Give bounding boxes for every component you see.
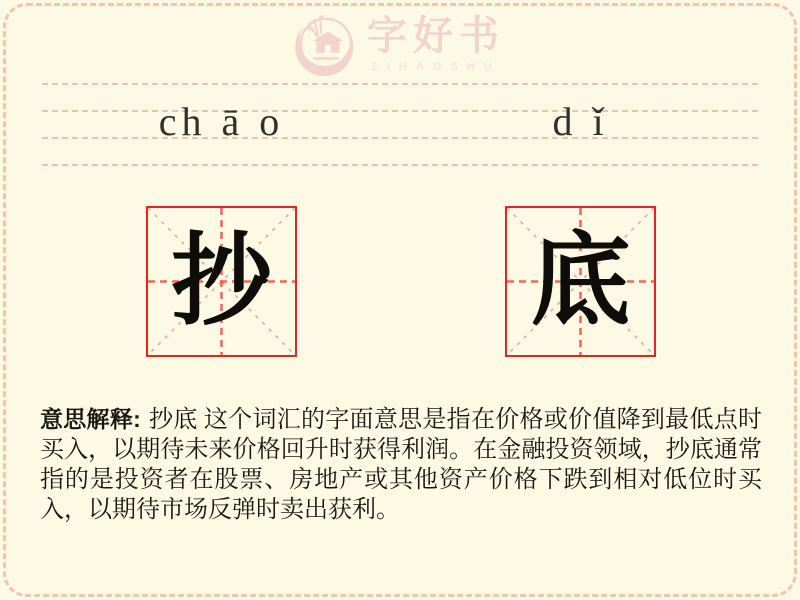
- brand-romanized: ZIHAOSHU: [371, 61, 501, 73]
- brand-text-block: [367, 14, 505, 74]
- definition-paragraph: [40, 404, 762, 525]
- definition-body: 抄底 这个词汇的字面意思是指在价格或价值降到最低点时买入，以期待未来价格回升时获得利润。在金融投资领域，抄底通常指的是投资者在股票、房地产或其他资产价格下跌到相对低位时买入，以期待市场反弹时卖出获利。: [40, 407, 762, 523]
- pinyin-syllable-di: d ǐ: [552, 99, 609, 144]
- pinyin-syllable-chao: ch ā o: [158, 99, 285, 144]
- brand-name: 字好书: [367, 13, 505, 58]
- pinyin-guideline: [42, 164, 758, 166]
- definition-label: 意思解释:: [40, 406, 141, 432]
- character-glyph-chao: 抄: [171, 225, 272, 337]
- character-box-1: [146, 206, 297, 357]
- pinyin-guideline: [42, 83, 758, 85]
- brand-header: [0, 12, 800, 76]
- house-in-crescent-logo-icon: [295, 12, 357, 76]
- character-box-2: [505, 206, 656, 357]
- character-glyph-di: 底: [530, 225, 631, 337]
